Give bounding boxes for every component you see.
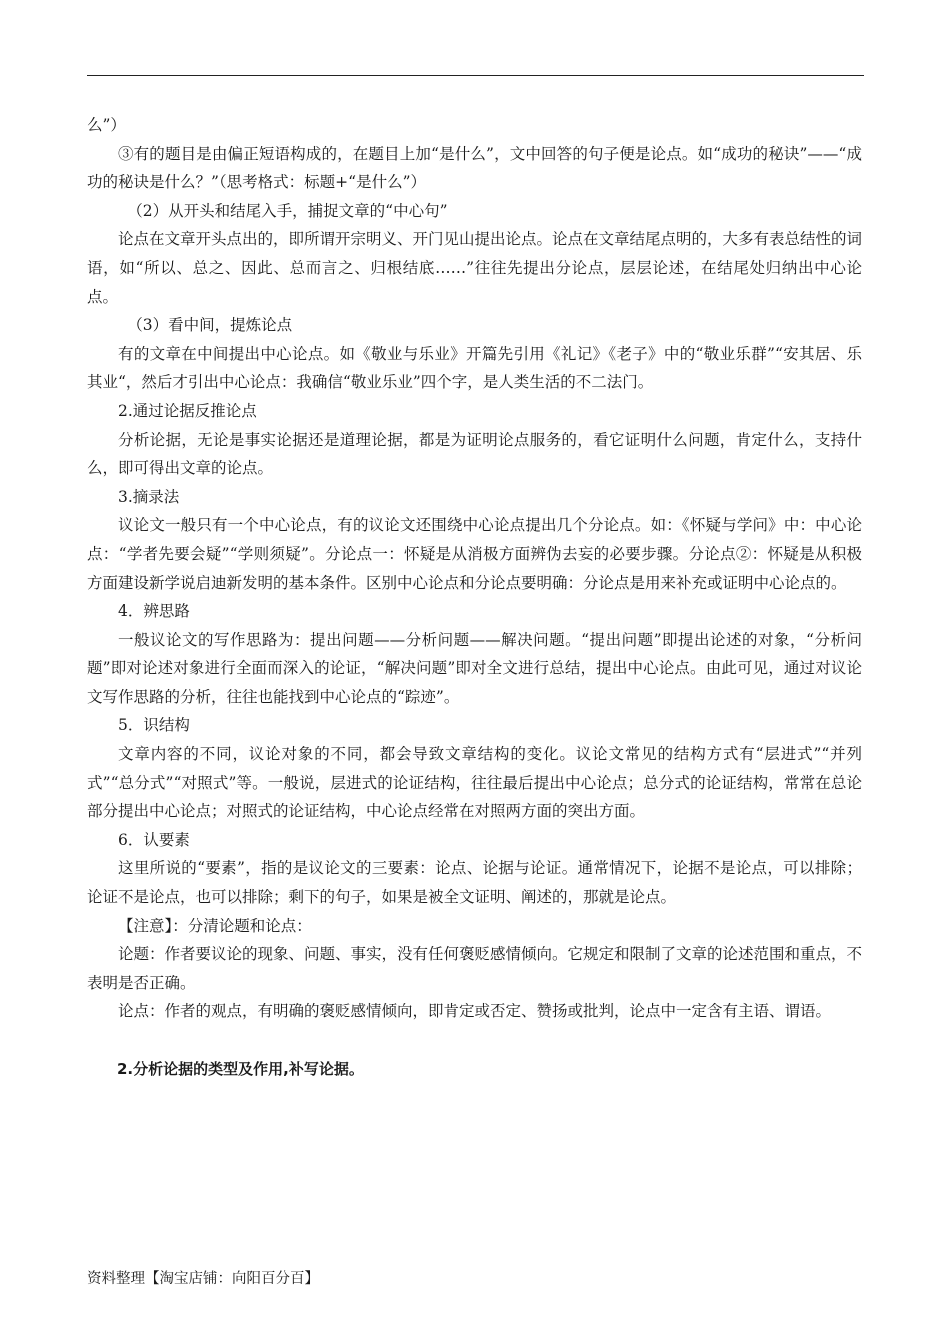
spacer [87,1026,862,1055]
paragraph: 这里所说的“要素”，指的是议论文的三要素：论点、论据与论证。通常情况下，论据不是论点，可以排除；论证不是论点，也可以排除；剩下的句子，如果是被全文证明、阐述的，那就是论点。 [87,859,862,907]
paragraph: 分析论据，无论是事实论据还是道理论据，都是为证明论点服务的，看它证明什么问题，肯定什么，支持什么，即可得出文章的论点。 [87,430,862,478]
paragraph: 有的文章在中间提出中心论点。如《敬业与乐业》开篇先引用《礼记》《老子》中的“敬业乐群”“安其居、乐其业“，然后才引出中心论点：我确信“敬业乐业”四个字，是人类生活的不二法门。 [87,344,862,392]
paragraph: 一般议论文的写作思路为：提出问题——分析问题——解决问题。“提出问题”即提出论述的对象，“分析问题”即对论述对象进行全面而深入的论证，“解决问题”即对全文进行总结，提出中心论点。由此可见，通过对议论文写作思路的分析，往往也能找到中心论点的“踪迹”。 [87,630,862,706]
section-heading: 5．识结构 [118,716,190,735]
section-heading: 6．认要素 [118,830,190,849]
paragraph: 论点在文章开头点出的，即所谓开宗明义、开门见山提出论点。论点在文章结尾点明的，大多有表总结性的词语，如“所以、总之、因此、总而言之、归根结底……”往往先提出分论点，层层论述，在结尾处归纳出中心论点。 [87,230,863,306]
paragraph: 议论文一般只有一个中心论点，有的议论文还围绕中心论点提出几个分论点。如：《怀疑与学问》中：中心论点：“学者先要会疑”“学则须疑”。分论点一：怀疑是从消极方面辨伪去妄的必要步骤。分论点②：怀疑是从积极方面建设新学说启迪新发明的基本条件。区别中心论点和分论点要明确：分论点是用来补充或证明中心论点的。 [87,516,862,592]
paragraph-continuation: 么”） [87,116,126,134]
paragraph-thesis: 论点：作者的观点，有明确的褒贬感情倾向，即肯定或否定、赞扬或批判，论点中一定含有主语、谓语。 [118,1002,832,1021]
subheading: （2）从开头和结尾入手，捕捉文章的“中心句” [127,201,448,220]
section-title-bold: 2.分析论据的类型及作用,补写论据。 [117,1059,364,1078]
page-footer: 资料整理【淘宝店铺：向阳百分百】 [87,1271,319,1287]
paragraph: ③有的题目是由偏正短语构成的，在题目上加“是什么”，文中回答的句子便是论点。如“成功的秘诀”——“成功的秘诀是什么？”（思考格式：标题+“是什么”） [87,144,862,192]
paragraph-topic: 论题：作者要议论的现象、问题、事实，没有任何褒贬感情倾向。它规定和限制了文章的论述范围和重点，不表明是否正确。 [87,945,863,992]
section-heading: 2.通过论据反推论点 [118,401,257,420]
header-rule [87,75,864,76]
section-heading: 4．辨思路 [118,602,190,621]
subheading: （3）看中间，提炼论点 [127,316,293,335]
section-heading: 3.摘录法 [118,487,180,506]
document-body [87,111,862,1083]
note-heading: 【注意】：分清论题和论点： [118,916,312,935]
paragraph: 文章内容的不同，议论对象的不同，都会导致文章结构的变化。议论文常见的结构方式有“层进式”“并列式”“总分式”“对照式”等。一般说，层进式的论证结构，往往最后提出中心论点；总分式的论证结构，常常在总论部分提出中心论点；对照式的论证结构，中心论点经常在对照两方面的突出方面。 [87,745,862,821]
